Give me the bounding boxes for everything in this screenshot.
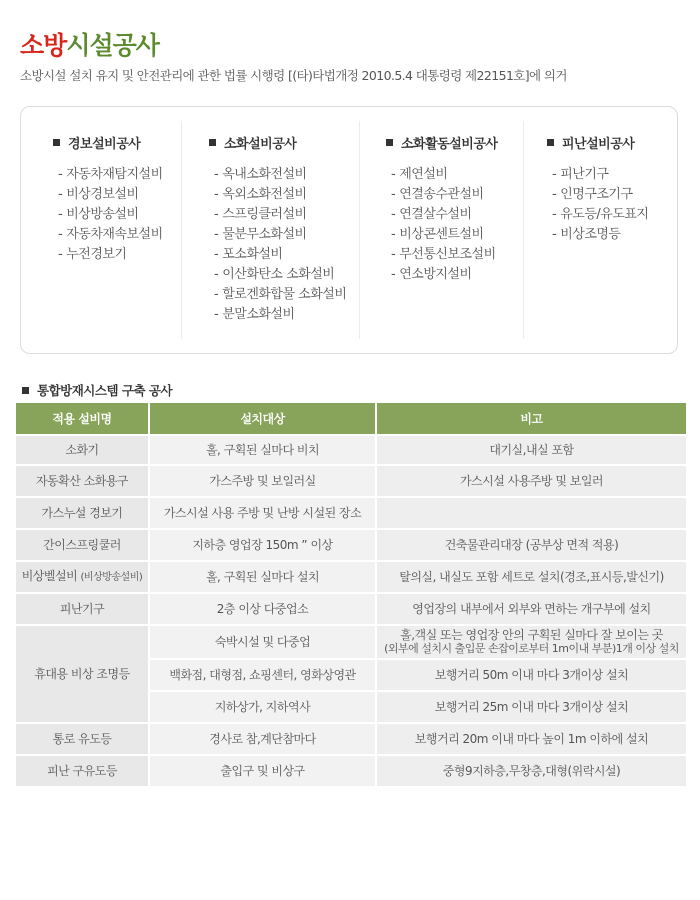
square-bullet-icon — [386, 139, 393, 146]
page-title-green-part: 시설공사 — [66, 31, 159, 60]
category-item: - 포소화설비 — [214, 247, 283, 262]
column-divider — [523, 121, 524, 339]
category-item: - 할로겐화합물 소화설비 — [214, 287, 347, 302]
category-item: - 이산화탄소 소화설비 — [214, 267, 335, 282]
equipment-name-cell: 피난 구유도등 — [16, 756, 150, 788]
equipment-name-cell: 소화기 — [16, 434, 150, 466]
category-item: - 연결살수설비 — [391, 207, 472, 222]
equipment-name-cell: 가스누설 경보기 — [16, 498, 150, 530]
column-header-equipment: 적용 설비명 — [16, 403, 150, 434]
table-row — [16, 594, 686, 626]
category-title: 소화설비공사 — [209, 133, 346, 152]
category-item: - 자동차재탐지설비 — [58, 167, 163, 182]
category-title: 경보설비공사 — [53, 133, 163, 152]
table-row — [16, 756, 686, 788]
target-cell: 홀, 구획된 실마다 비치 — [150, 434, 377, 466]
note-cell: 탈의실, 내실도 포함 세트로 설치(경조,표시등,발신기) — [377, 562, 686, 594]
category-column-evacuation — [547, 133, 649, 245]
table-row — [16, 434, 686, 466]
table-row — [16, 626, 686, 660]
category-item: - 옥내소화전설비 — [214, 167, 307, 182]
column-divider — [181, 121, 182, 339]
note-cell: 보행거리 20m 이내 마다 높이 1m 이하에 설치 — [377, 724, 686, 756]
category-column-firefighting-activity — [386, 133, 497, 285]
category-item: - 물분무소화설비 — [214, 227, 307, 242]
target-cell: 가스주방 및 보일러실 — [150, 466, 377, 498]
square-bullet-icon — [53, 139, 60, 146]
category-item: - 비상조명등 — [552, 227, 621, 242]
category-item: - 옥외소화전설비 — [214, 187, 307, 202]
target-cell: 지하상가, 지하역사 — [150, 692, 377, 724]
table-header-row — [16, 403, 686, 434]
category-item: - 분말소화설비 — [214, 307, 295, 322]
section-title-integrated-system: 통합방재시스템 구축 공사 — [22, 381, 172, 399]
equipment-table — [16, 403, 686, 788]
target-cell: 숙박시설 및 다중업 — [150, 626, 377, 660]
note-cell: 보행거리 50m 이내 마다 3개이상 설치 — [377, 660, 686, 692]
target-cell: 지하층 영업장 150m ” 이상 — [150, 530, 377, 562]
category-item: - 비상콘센트설비 — [391, 227, 484, 242]
category-title: 피난설비공사 — [547, 133, 649, 152]
construction-categories-box — [20, 106, 678, 354]
category-item: - 누전경보기 — [58, 247, 127, 262]
note-cell: 보행거리 25m 이내 마다 3개이상 설치 — [377, 692, 686, 724]
equipment-name-cell: 비상벨설비 (비상방송설비) — [16, 562, 150, 594]
target-cell: 2층 이상 다중업소 — [150, 594, 377, 626]
legal-basis-subtitle: 소방시설 설치 유지 및 안전관리에 관한 법률 시행령 [(타)타법개정 2010.5.4 대통령령 제22151호]에 의거 — [20, 68, 567, 83]
category-column-alarm — [53, 133, 163, 265]
category-item: - 스프링클러설비 — [214, 207, 307, 222]
page-title — [20, 26, 159, 62]
table-row — [16, 466, 686, 498]
table-row — [16, 530, 686, 562]
category-item: - 유도등/유도표지 — [552, 207, 649, 222]
category-title: 소화활동설비공사 — [386, 133, 497, 152]
category-item: - 피난기구 — [552, 167, 609, 182]
target-cell: 홀, 구획된 실마다 설치 — [150, 562, 377, 594]
target-cell: 가스시설 사용 주방 및 난방 시설된 장소 — [150, 498, 377, 530]
note-cell: 가스시설 사용주방 및 보일러 — [377, 466, 686, 498]
square-bullet-icon — [547, 139, 554, 146]
equipment-name-cell: 간이스프링쿨러 — [16, 530, 150, 562]
category-item: - 무선통신보조설비 — [391, 247, 496, 262]
page-title-red-part: 소방 — [20, 31, 67, 60]
table-row — [16, 562, 686, 594]
equipment-name-cell: 피난기구 — [16, 594, 150, 626]
category-item: - 비상경보설비 — [58, 187, 139, 202]
note-cell: 건축물관리대장 (공부상 면적 적용) — [377, 530, 686, 562]
note-cell — [377, 498, 686, 530]
category-item: - 자동차재속보설비 — [58, 227, 163, 242]
category-column-extinguishing — [209, 133, 346, 325]
table-row — [16, 498, 686, 530]
target-cell: 경사로 참,계단참마다 — [150, 724, 377, 756]
square-bullet-icon — [22, 387, 29, 394]
column-header-note: 비고 — [377, 403, 686, 434]
category-item: - 연소방지설비 — [391, 267, 472, 282]
equipment-name-cell: 통로 유도등 — [16, 724, 150, 756]
square-bullet-icon — [209, 139, 216, 146]
note-cell: 영업장의 내부에서 외부와 면하는 개구부에 설치 — [377, 594, 686, 626]
target-cell: 출입구 및 비상구 — [150, 756, 377, 788]
equipment-name-cell: 휴대용 비상 조명등 — [16, 626, 150, 724]
category-item: - 제연설비 — [391, 167, 448, 182]
note-cell: 대기실,내실 포함 — [377, 434, 686, 466]
note-cell: 홀,객실 또는 영업장 안의 구획된 실마다 잘 보이는 곳 (외부에 설치시 출입문 손잡이로부터 1m이내 부분)1개 이상 설치 — [377, 626, 686, 660]
table-row — [16, 724, 686, 756]
category-item: - 비상방송설비 — [58, 207, 139, 222]
category-item: - 연결송수관설비 — [391, 187, 484, 202]
target-cell: 백화점, 대형점, 쇼핑센터, 영화상영관 — [150, 660, 377, 692]
equipment-name-cell: 자동확산 소화용구 — [16, 466, 150, 498]
column-header-target: 설치대상 — [150, 403, 377, 434]
category-item: - 인명구조기구 — [552, 187, 633, 202]
column-divider — [359, 121, 360, 339]
note-cell: 중형9지하층,무창층,대형(위락시설) — [377, 756, 686, 788]
